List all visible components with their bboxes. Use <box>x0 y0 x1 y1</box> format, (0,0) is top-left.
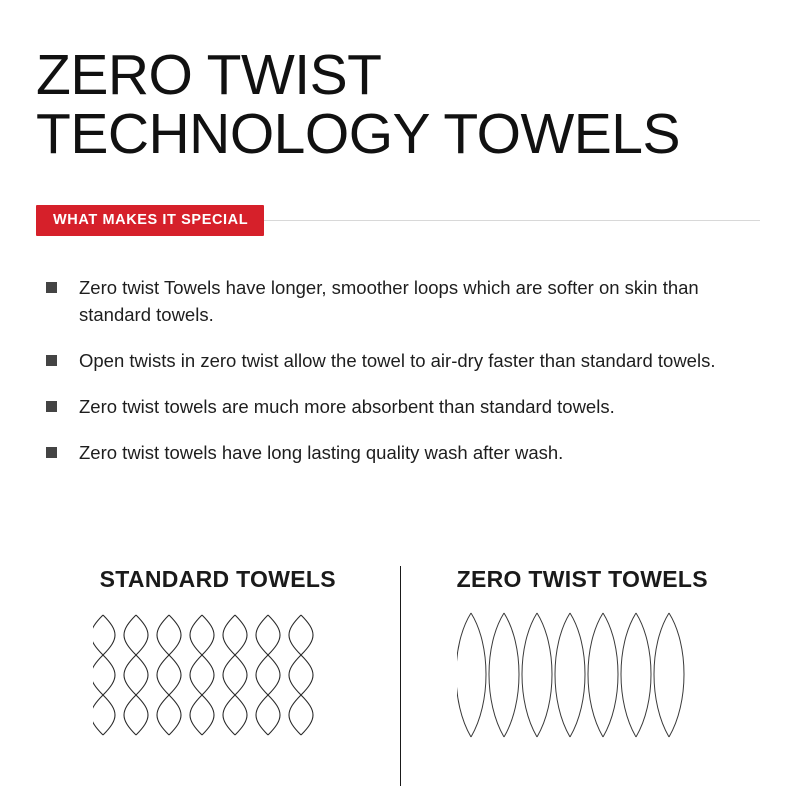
comparison-title-standard: STANDARD TOWELS <box>99 566 336 592</box>
list-item-text: Zero twist towels have long lasting quality wash after wash. <box>79 442 564 464</box>
list-item <box>46 275 754 328</box>
list-item <box>46 348 754 374</box>
list-item-text: Zero twist towels are much more absorbent than standard towels. <box>79 396 615 418</box>
comparison-column-zero-twist <box>401 556 765 788</box>
page-title-line-1: ZERO TWIST <box>36 43 382 107</box>
page-title <box>36 38 760 166</box>
section-label-row <box>36 205 760 237</box>
standard-towel-yarn-icon <box>93 611 343 746</box>
comparison-column-standard <box>36 556 400 788</box>
square-bullet-icon <box>46 401 57 412</box>
feature-list <box>36 275 760 466</box>
comparison-section <box>36 556 764 788</box>
list-item-text: Open twists in zero twist allow the towel to air-dry faster than standard towels. <box>79 349 716 371</box>
zero-twist-yarn-icon <box>457 611 707 746</box>
square-bullet-icon <box>46 355 57 366</box>
list-item <box>46 440 754 466</box>
comparison-title-zero-twist: ZERO TWIST TOWELS <box>456 566 708 592</box>
status-badge: WHAT MAKES IT SPECIAL <box>36 205 264 236</box>
square-bullet-icon <box>46 447 57 458</box>
square-bullet-icon <box>46 282 57 293</box>
list-item-text: Zero twist Towels have longer, smoother loops which are softer on skin than standard towels. <box>79 277 699 325</box>
page-title-line-2: TECHNOLOGY TOWELS <box>36 101 680 166</box>
list-item <box>46 394 754 420</box>
